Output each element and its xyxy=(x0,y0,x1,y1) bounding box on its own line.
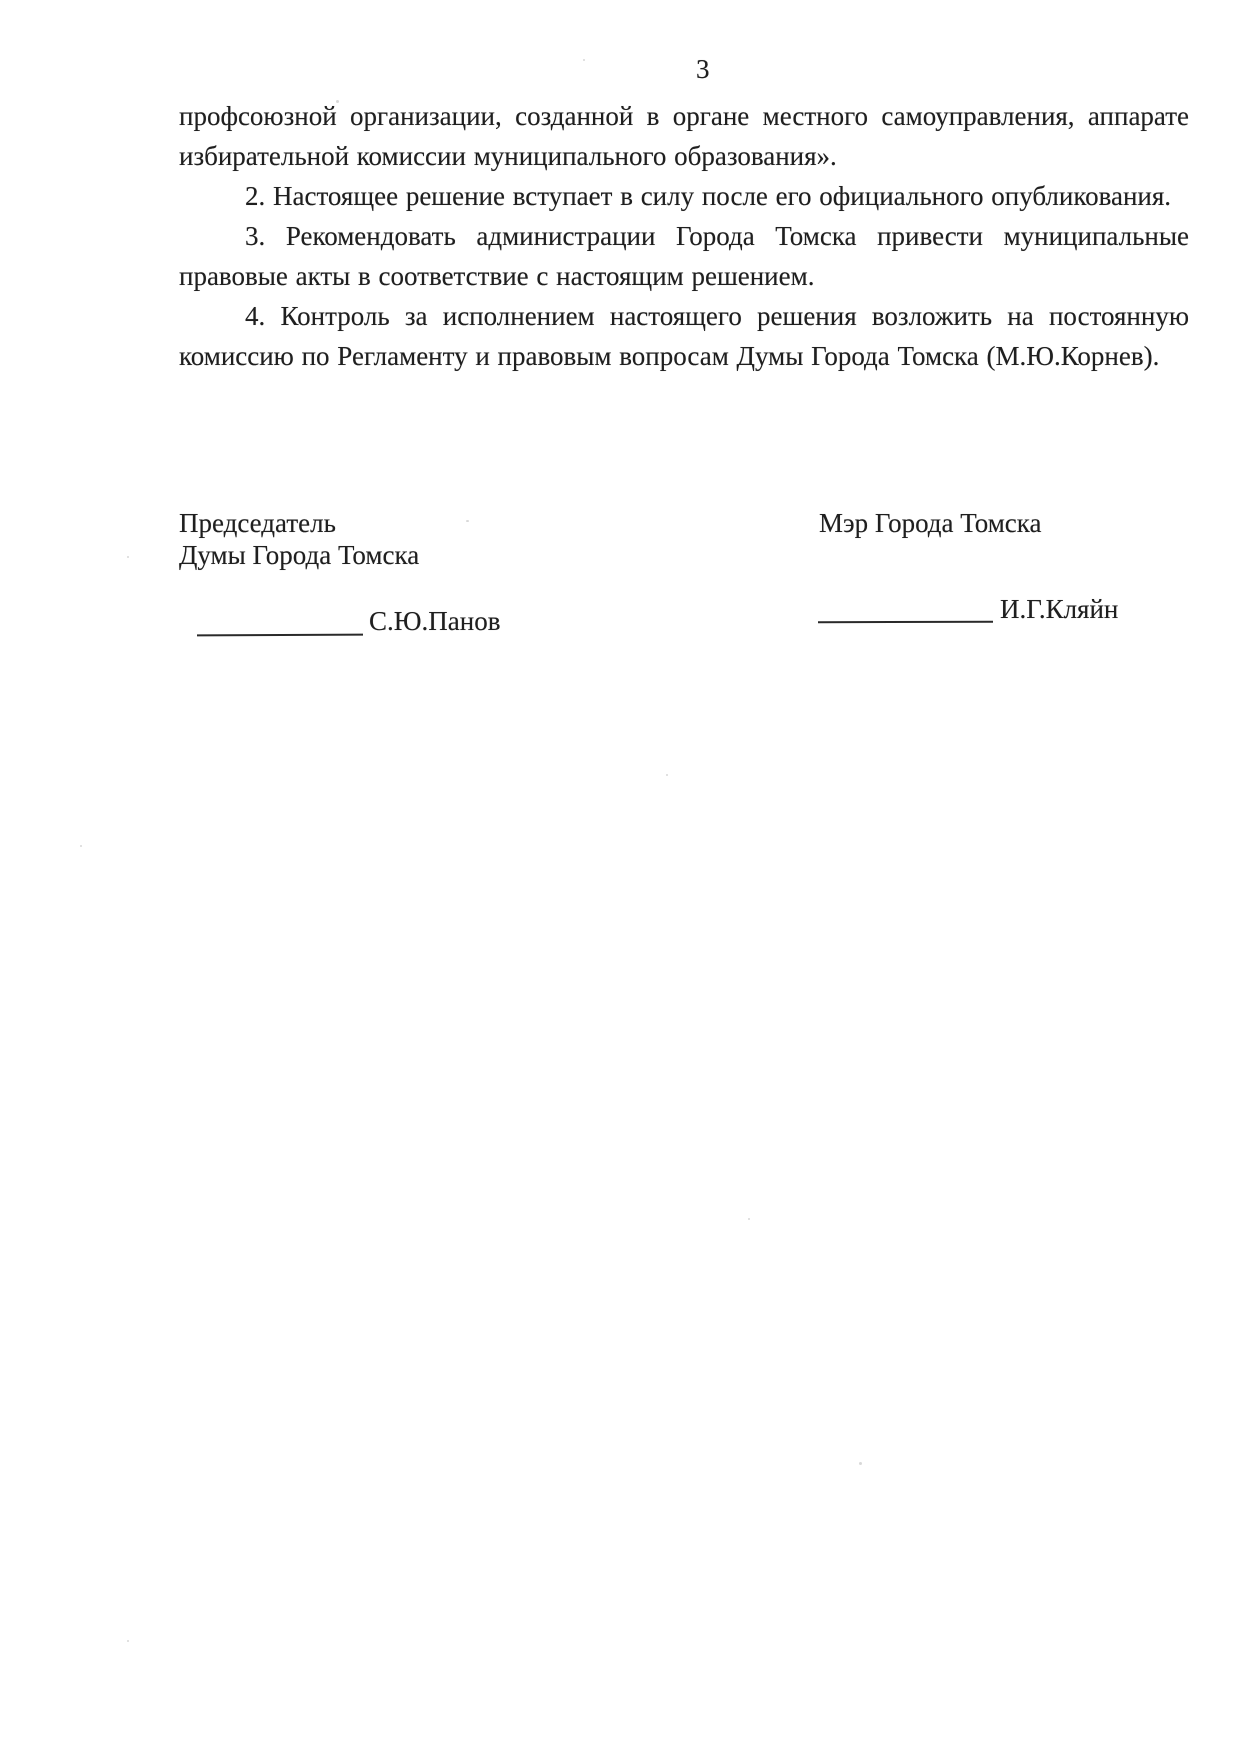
scan-speck xyxy=(666,774,668,776)
paragraph-item-4: 4. Контроль за исполнением настоящего решения возложить на постоянную комиссию по Регламенту и правовым вопросам Думы Города Томска (М.Ю.Корнев). xyxy=(179,301,1189,371)
signatory-title-chairman xyxy=(179,507,419,571)
scan-speck xyxy=(336,100,339,103)
scan-speck xyxy=(583,59,585,61)
signatory-name-mayor: И.Г.Кляйн xyxy=(1000,594,1119,624)
signature-line-chairman xyxy=(197,634,363,637)
document-body xyxy=(179,96,1189,636)
scan-speck xyxy=(80,845,82,847)
signatory-title-chairman-line2: Думы Города Томска xyxy=(179,540,420,570)
paragraph-item-2: 2. Настоящее решение вступает в силу после его официального опубликования. xyxy=(245,181,1172,211)
scan-speck xyxy=(748,1218,750,1220)
paragraph-item-3: 3. Рекомендовать администрации Города Томска привести муниципальные правовые акты в соответствие с настоящим решением. xyxy=(179,221,1189,291)
signatory-name-chairman: С.Ю.Панов xyxy=(369,606,501,636)
scan-speck xyxy=(127,1640,129,1642)
scan-speck xyxy=(127,556,129,558)
signatory-title-chairman-line1: Председатель xyxy=(179,508,336,538)
page-number: 3 xyxy=(696,54,710,84)
signatory-title-mayor: Мэр Города Томска xyxy=(819,508,1042,538)
signature-line-mayor xyxy=(818,621,993,624)
paragraph-continuation: профсоюзной организации, созданной в органе местного самоуправления, аппарате избирательной комиссии муниципального образования». xyxy=(179,101,1189,171)
scan-speck xyxy=(466,520,469,522)
scan-speck xyxy=(859,1462,862,1465)
